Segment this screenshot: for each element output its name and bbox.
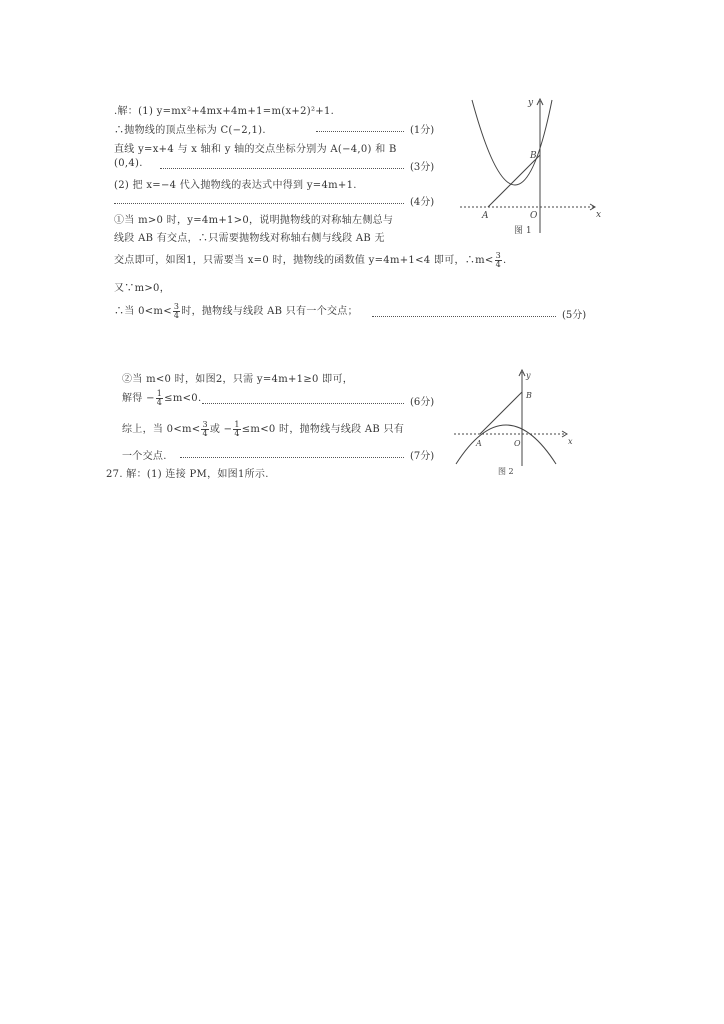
fraction: $\frac{1}{4}$ (156, 389, 163, 407)
solution-line-2: ∴抛物线的顶点坐标为 C(−2,1). (114, 125, 266, 136)
origin-label: O (514, 439, 521, 448)
solution-line-13: 解得 − $\frac{1}{4}$ ≤m<0. (122, 389, 202, 407)
origin-label: O (530, 211, 538, 221)
fraction: $\frac{3}{4}$ (202, 420, 208, 438)
x-axis-label: x (568, 437, 573, 446)
solution-line-14: 综上，当 0<m< $\frac{3}{4}$ 或 − $\frac{1}{4}$ ≤m<0 时，抛物线与线段 AB 只有 (122, 420, 405, 438)
solution-line-12: ②当 m<0 时，如图2，只需 y=4m+1≥0 即可， (122, 374, 354, 385)
figure-caption: 图 2 (498, 467, 514, 476)
solution-line-8: 线段 AB 有交点，∴只需要抛物线对称轴右侧与线段 AB 无 (114, 233, 385, 244)
solution-line-11: ∴当 0<m< $\frac{3}{4}$ 时，抛物线与线段 AB 只有一个交点； (114, 302, 358, 320)
solution-line-1: .解：(1) y=mx²+4mx+4m+1=m(x+2)²+1. (114, 106, 335, 117)
parabola (456, 425, 556, 464)
score-mark: (1分) (410, 125, 435, 136)
dot-leader (160, 168, 404, 169)
score-mark: (4分) (410, 197, 435, 208)
dot-leader (316, 131, 404, 132)
figure-caption: 图 1 (514, 226, 532, 236)
solution-line-4: (0,4). (114, 158, 143, 169)
solution-line-9: 交点即可，如图1，只需要当 x=0 时，抛物线的函数值 y=4m+1<4 即可，∴m< $\frac{3}{4}$ . (114, 251, 507, 269)
y-axis-label: y (528, 98, 534, 108)
point-b-label: B (526, 391, 532, 400)
point-b-label: B (530, 151, 537, 161)
fraction: $\frac{3}{4}$ (173, 302, 180, 320)
solution-line-7: ①当 m>0 时，y=4m+1>0，说明抛物线的对称轴左侧总与 (114, 215, 394, 226)
score-mark: (5分) (562, 310, 587, 321)
segment-ab (480, 392, 522, 434)
dot-leader (180, 457, 404, 458)
point-a-label: A (482, 211, 489, 221)
y-axis-label: y (526, 371, 531, 380)
score-mark: (7分) (410, 451, 435, 462)
figure-1 (456, 95, 606, 240)
dot-leader (202, 403, 404, 404)
x-axis-label: x (596, 210, 602, 220)
solution-line-10: 又∵m>0， (114, 283, 171, 294)
figure-2 (452, 368, 576, 480)
fraction: $\frac{1}{4}$ (234, 420, 240, 438)
point-a-label: A (476, 439, 482, 448)
solution-line-3: 直线 y=x+4 与 x 轴和 y 轴的交点坐标分别为 A(−4,0) 和 B (114, 144, 397, 155)
segment-ab (488, 155, 540, 207)
solution-line-16: 27. 解：(1) 连接 PM，如图1所示. (106, 469, 269, 480)
dot-leader (114, 203, 404, 204)
score-mark: (6分) (410, 397, 435, 408)
solution-line-15: 一个交点. (122, 451, 167, 462)
score-mark: (3分) (410, 162, 435, 173)
fraction: $\frac{3}{4}$ (495, 251, 501, 269)
solution-line-5: (2) 把 x=−4 代入抛物线的表达式中得到 y=4m+1. (114, 180, 357, 191)
dot-leader (372, 316, 556, 317)
